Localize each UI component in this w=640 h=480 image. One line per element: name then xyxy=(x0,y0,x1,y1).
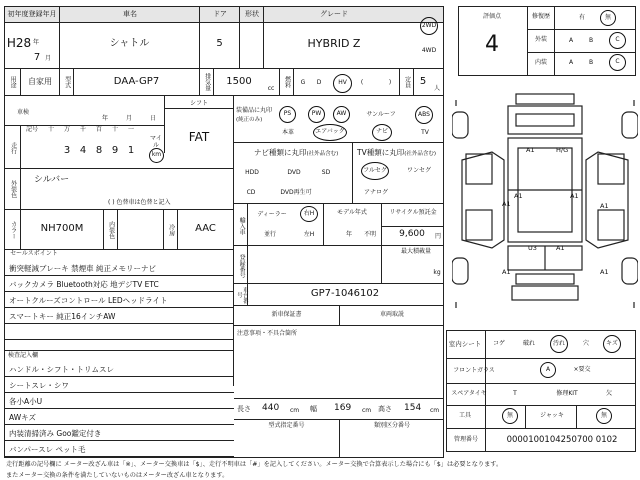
inspector-line-rule xyxy=(5,392,234,393)
equip-sunroof: サンルーフ xyxy=(366,110,396,118)
ac-label: 冷房 xyxy=(167,224,175,236)
reg-month-unit: 月 xyxy=(44,54,51,62)
mileage-digit-header: 万 xyxy=(63,126,70,134)
front-glass-label: フロントガラス xyxy=(453,366,495,374)
ext-b: B xyxy=(588,36,594,44)
equip-airbag: エアバック xyxy=(313,124,347,141)
capacity-label: 定員 xyxy=(403,76,411,88)
model-year-year: 年 xyxy=(345,230,352,238)
inspector-notes-title: 検査記入欄 xyxy=(7,352,38,360)
height-unit: cm xyxy=(430,407,440,414)
tools-label: 工具 xyxy=(458,411,471,419)
tv-sub: (社外品含む) xyxy=(404,151,437,157)
seat-stain: 汚れ xyxy=(550,335,568,353)
front-glass-a: A xyxy=(540,362,556,378)
car-name-label: 車名 xyxy=(123,10,137,19)
divider xyxy=(20,168,21,210)
recycle-label: リサイクル預託金 xyxy=(389,208,437,216)
mileage-mile-label: マイル xyxy=(150,135,162,149)
divider xyxy=(381,204,382,284)
doors: 5 xyxy=(216,37,223,49)
seat-burn: コゲ xyxy=(492,339,505,347)
int-a: A xyxy=(568,58,574,66)
divider xyxy=(528,29,636,30)
equip-leather: 本革 xyxy=(281,128,294,136)
divider xyxy=(164,96,165,97)
int-label: 内装 xyxy=(534,58,547,66)
int-c: C xyxy=(609,54,626,71)
divider xyxy=(5,68,443,69)
mileage-symbol-label: 記号 xyxy=(25,126,38,134)
footer-line2: またメーター交換の条件を満たしていないものはメーター改ざん車となります。 xyxy=(6,472,229,479)
mileage-digit-header: 百 xyxy=(95,126,102,134)
door-label: ドア xyxy=(213,10,227,19)
import-label: 輸入車 xyxy=(238,217,246,235)
divider xyxy=(20,125,21,169)
model-year-unknown: 不明 xyxy=(363,230,376,238)
len-label: 長さ xyxy=(237,405,251,413)
width-label: 幅 xyxy=(310,405,317,413)
damage-mark: A1 xyxy=(570,192,579,200)
inspector-note-line: バンパースレ ペット毛 xyxy=(9,445,86,454)
divider xyxy=(323,204,324,246)
import-right: 右H xyxy=(300,206,318,222)
navi-hdd: HDD xyxy=(245,168,259,176)
divider xyxy=(554,6,555,76)
shape-label: 形状 xyxy=(245,10,259,19)
mileage-digit: 4 xyxy=(79,144,87,156)
score-value: 4 xyxy=(485,32,499,58)
import-parallel: 並行 xyxy=(263,230,276,238)
chassis-value: GP7-1046102 xyxy=(310,287,380,299)
drive-4wd: 4WD xyxy=(421,46,437,54)
width-value: 169 xyxy=(334,403,352,413)
spare-tire-label: スペアタイヤ xyxy=(451,389,487,397)
mileage-unit-km: km xyxy=(149,148,164,163)
ext-c: C xyxy=(609,32,626,49)
damage-mark: U3 xyxy=(528,244,537,252)
color-value: NH700M xyxy=(40,222,84,234)
fuel-hv: HV xyxy=(333,74,352,93)
equip-ps: PS xyxy=(279,106,296,123)
divider xyxy=(5,95,443,96)
sales-point-line: バックカメラ Bluetooth対応 地デジTV ETC xyxy=(9,280,159,289)
len-value: 440 xyxy=(262,403,280,413)
jack-label: ジャッキ xyxy=(540,411,564,419)
mileage-digit-header: 十 xyxy=(111,126,118,134)
mgmt-value: 0000100104250700 0102 xyxy=(506,434,618,445)
reg-year-label: 初年度登録年月 xyxy=(7,10,57,19)
divider xyxy=(446,383,636,384)
inspection-year: 年 xyxy=(101,114,108,122)
spare-tire-t: T xyxy=(513,389,517,397)
interior-color-label: 内装色 xyxy=(107,221,115,239)
height-value: 154 xyxy=(404,403,422,413)
divider xyxy=(234,398,444,399)
reg-year-unit: 年 xyxy=(32,38,39,46)
fuel-d: D xyxy=(316,78,322,86)
jack-value: 無 xyxy=(596,408,612,424)
recycle-unit: 円 xyxy=(434,232,441,240)
class-label: 類別区分番号 xyxy=(373,421,410,429)
inspector-note-line: AWキズ xyxy=(9,413,36,422)
import-dealer: ディーラー xyxy=(257,210,287,218)
ext-label: 外装 xyxy=(534,35,547,43)
damage-mark: A1 xyxy=(514,192,523,200)
fuel-other-close: ) xyxy=(388,78,392,86)
reg-month: 7 xyxy=(33,51,41,63)
displacement-unit: cc xyxy=(267,84,275,92)
divider xyxy=(165,108,233,109)
caution-label: 注意事項・不具合箇所 xyxy=(237,330,298,337)
tv-title xyxy=(357,147,436,158)
divider xyxy=(234,203,444,204)
sales-line-rule xyxy=(5,323,234,324)
divider xyxy=(20,210,21,250)
tv-title-text: TV種類に丸印 xyxy=(357,148,405,157)
grade: HYBRID Z xyxy=(307,37,361,51)
car-name: シャトル xyxy=(109,37,150,49)
equip-abs: ABS xyxy=(415,106,433,124)
divider xyxy=(234,283,444,284)
tools-value: 無 xyxy=(502,408,518,424)
divider xyxy=(352,143,353,203)
navi-sub: (社外品含む) xyxy=(306,151,339,157)
sales-line-rule xyxy=(5,291,234,292)
divider xyxy=(293,69,294,96)
type-label: 型式 xyxy=(63,76,71,88)
fuel-g: G xyxy=(300,78,306,86)
equipment-title: 装備品に丸印 xyxy=(236,106,273,114)
navi-dvd: DVD xyxy=(287,168,301,176)
mileage-label: 走行 xyxy=(9,142,17,154)
score-label: 評価点 xyxy=(482,12,501,20)
mileage-digit: 1 xyxy=(127,144,135,156)
inspector-note-line: シートスレ・シワ xyxy=(9,381,69,390)
damage-mark: H/G xyxy=(556,146,569,154)
use-value: 自家用 xyxy=(28,76,52,86)
tv-analog: アナログ xyxy=(363,188,388,196)
damage-mark: A1 xyxy=(526,146,535,154)
equip-aw: AW xyxy=(333,106,350,123)
mileage-digit: 3 xyxy=(63,144,71,156)
shift-label: シフト xyxy=(189,99,208,107)
model-year-label: モデル年式 xyxy=(337,208,367,216)
reg-number-label: 登録番号 xyxy=(238,254,246,278)
sales-point-line: スマートキー 純正16インチAW xyxy=(9,312,116,321)
divider xyxy=(446,428,636,429)
divider xyxy=(5,168,234,169)
capacity-value: 5 xyxy=(419,75,427,87)
spare-tire-missing: 欠 xyxy=(605,389,612,397)
capacity-unit: 人 xyxy=(433,84,440,92)
navi-title-text: ナビ種類に丸印 xyxy=(254,148,307,157)
inspector-line-rule xyxy=(5,376,234,377)
color-label: カラー xyxy=(9,221,17,239)
exterior-value: シルバー xyxy=(34,175,70,185)
divider xyxy=(528,52,636,53)
spare-tire-kit: 修理KIT xyxy=(556,389,578,397)
divider xyxy=(525,406,526,429)
mileage-digit-header: 千 xyxy=(79,126,86,134)
car-damage-diagram xyxy=(452,90,638,320)
width-unit: cm xyxy=(362,407,372,414)
len-unit: cm xyxy=(290,407,300,414)
fuel-other-open: ( xyxy=(360,78,364,86)
displacement-label: 排気量 xyxy=(203,73,211,91)
damage-mark: A1 xyxy=(502,200,511,208)
mileage-digit: 9 xyxy=(111,144,119,156)
divider xyxy=(234,325,444,326)
mileage-digit-header: 一 xyxy=(127,126,134,134)
divider xyxy=(5,350,234,351)
mgmt-label: 管理番号 xyxy=(453,435,478,443)
inspector-note-line: ハンドル・シフト・トリムスレ xyxy=(9,365,114,374)
mileage-digit xyxy=(44,143,58,159)
divider xyxy=(234,142,444,143)
equip-pw: PW xyxy=(308,106,325,123)
fuel-label: 燃料 xyxy=(283,76,291,88)
damage-mark: A1 xyxy=(502,268,511,276)
damage-mark: A1 xyxy=(600,268,609,276)
exterior-label: 外装色 xyxy=(9,180,17,198)
footer-line1: 走行距離の記号欄に メーター改ざん車は「※」、メーター交換車は「$」、走行不明車は「#」を記入してください。メーター交換で合算表示した場合にも「$」は必要となります。 xyxy=(6,461,503,468)
inspection-label: 車検 xyxy=(16,108,29,116)
exterior-note: ( ) 色替車は色替と記入 xyxy=(108,199,171,206)
equip-tv: TV xyxy=(421,128,429,136)
divider xyxy=(382,226,444,227)
max-load-label: 最大積載量 xyxy=(400,247,431,255)
drive-2wd: 2WD xyxy=(420,17,438,35)
mileage-digit-header: 十 xyxy=(47,126,54,134)
front-glass-replace: ×要交 xyxy=(573,365,591,373)
sales-point-line: 衝突軽減ブレーキ 禁煙車 純正メモリーナビ xyxy=(9,264,156,273)
navi-cd: CD xyxy=(246,188,256,196)
import-left: 左H xyxy=(303,230,315,238)
sales-line-rule xyxy=(5,275,234,276)
max-load-unit: kg xyxy=(433,268,441,276)
seat-tear: 破れ xyxy=(522,339,535,347)
model-cert-label: 型式指定番号 xyxy=(268,421,305,429)
shift-value: FAT xyxy=(188,129,210,144)
type-value: DAA-GP7 xyxy=(113,75,160,87)
recycle-value: 9,600 xyxy=(399,229,425,240)
seat-label: 室内シート xyxy=(448,339,482,348)
height-label: 高さ xyxy=(378,405,392,413)
divider xyxy=(117,210,118,250)
inspector-line-rule xyxy=(5,456,234,457)
divider xyxy=(239,7,240,69)
sales-line-rule xyxy=(5,339,234,340)
divider xyxy=(247,204,248,246)
inspector-line-rule xyxy=(5,424,234,425)
divider xyxy=(5,209,234,210)
navi-title xyxy=(254,147,338,158)
seat-hole: 穴 xyxy=(582,339,589,347)
car-outline xyxy=(452,90,638,320)
sales-point-line: オートクルーズコントロール LEDヘッドライト xyxy=(9,296,168,305)
new-warranty: 新車保証書 xyxy=(271,310,302,318)
use-label: 用途 xyxy=(9,76,17,88)
ac-value: AAC xyxy=(195,222,216,234)
damage-mark: A1 xyxy=(600,202,609,210)
inspector-note-line: 内装清掃済み Goo鑑定付き xyxy=(9,429,102,438)
divider xyxy=(234,245,444,246)
damage-mark: A1 xyxy=(556,244,565,252)
tv-fullseg: フルセグ xyxy=(361,162,389,180)
repair-label: 修復歴 xyxy=(531,12,550,20)
equip-navi: ナビ xyxy=(372,124,392,141)
seat-scratch: キズ xyxy=(603,335,621,353)
repair-yes: 有 xyxy=(578,13,585,21)
grade-label: グレード xyxy=(320,10,348,19)
navi-sd: SD xyxy=(321,168,331,176)
manual: 車両取説 xyxy=(379,310,404,318)
divider xyxy=(233,96,234,386)
repair-no: 無 xyxy=(600,10,616,26)
chassis-label: 車台番号 xyxy=(236,286,248,304)
inspector-line-rule xyxy=(5,440,234,441)
inspector-line-rule xyxy=(5,408,234,409)
inspection-month: 月 xyxy=(125,114,132,122)
sales-line-rule xyxy=(5,307,234,308)
divider xyxy=(446,405,636,406)
equipment-sub: (純正のみ) xyxy=(236,116,263,123)
displacement-value: 1500 xyxy=(226,75,252,87)
ext-a: A xyxy=(568,36,574,44)
inspector-note-line: 各小A小U xyxy=(9,397,43,406)
int-b: B xyxy=(588,58,594,66)
navi-dvd-play: DVD再生可 xyxy=(280,188,312,196)
reg-era: H28 xyxy=(6,35,32,50)
divider xyxy=(446,358,636,359)
mileage-digit: 8 xyxy=(95,144,103,156)
inspection-day: 日 xyxy=(149,114,156,122)
tv-oneseg: ワンセグ xyxy=(406,166,431,174)
divider xyxy=(576,406,577,429)
sales-points-title: セールスポイント xyxy=(10,250,58,258)
